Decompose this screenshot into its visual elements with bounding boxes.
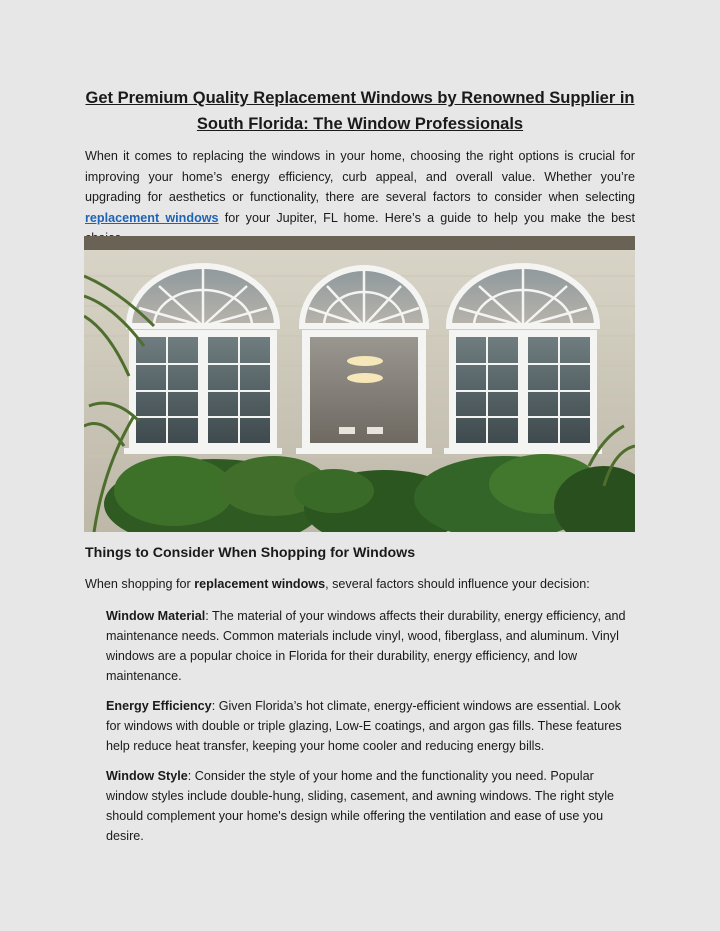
windows-photo — [84, 236, 635, 532]
item-term: Window Material — [106, 609, 206, 623]
item-text: : Consider the style of your home and the functionality you need. Popular window styles include double-hung, sliding, casement, and awning windows. The right style should complement your home's design while offering the ventilation and ease of use you desire. — [106, 769, 614, 843]
intro-text-before: When it comes to replacing the windows in your home, choosing the right options is crucial for improving your home’s energy efficiency, curb appeal, and overall value. Whether you’re upgrading for aesthetics or functionality, there are several factors to consider when selecting — [85, 149, 635, 204]
lead-text-before: When shopping for — [85, 577, 195, 591]
middle-window — [296, 268, 432, 454]
intro-paragraph — [85, 146, 635, 249]
factor-list — [106, 606, 636, 856]
replacement-windows-link[interactable]: replacement windows — [85, 210, 219, 225]
section-lead — [85, 577, 590, 591]
list-item — [106, 766, 636, 846]
page-title — [70, 85, 650, 137]
list-item — [106, 696, 636, 756]
item-text: : The material of your windows affects their durability, energy efficiency, and maintenance needs. Common materials include vinyl, wood, fiberglass, and aluminum. Vinyl windows are a popular choice in Florida for their durability, energy efficiency, and low maintenance. — [106, 609, 626, 683]
right-window — [444, 266, 602, 454]
intro-text-after: for your Jupiter, FL home. Here’s a guide to help you make the best — [224, 210, 635, 225]
left-window — [124, 266, 282, 454]
title-line-2: South Florida: The Window Professionals — [196, 115, 524, 133]
item-term: Window Style — [106, 769, 188, 783]
item-term: Energy Efficiency — [106, 699, 212, 713]
lead-text-after: , several factors should influence your decision: — [325, 577, 590, 591]
list-item — [106, 606, 636, 686]
title-line-1: Get Premium Quality Replacement Windows by Renowned Supplier in — [85, 89, 635, 107]
lead-bold-text: replacement windows — [194, 577, 326, 591]
section-heading: Things to Consider When Shopping for Windows — [85, 545, 416, 561]
item-text: : Given Florida’s hot climate, energy-efficient windows are essential. Look for windows with double or triple glazing, Low-E coatings, and argon gas fills. These features help reduce heat transfer, keeping your home cooler and reducing energy bills. — [106, 699, 622, 753]
